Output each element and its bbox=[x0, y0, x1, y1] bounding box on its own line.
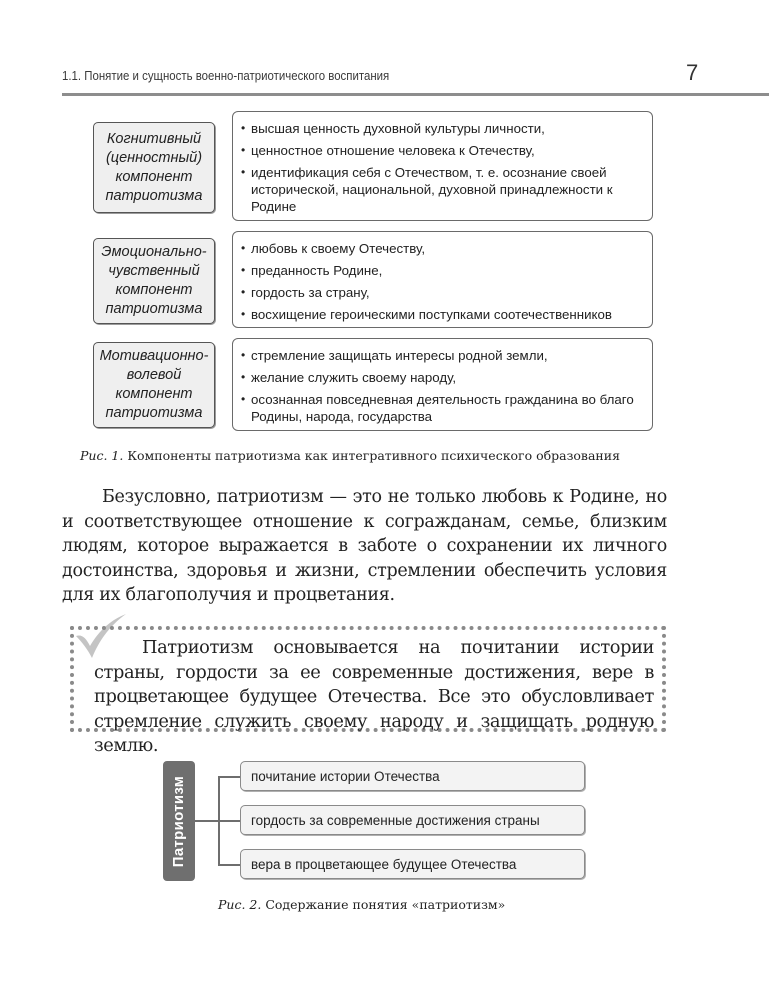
label-line: компонент bbox=[115, 386, 193, 402]
caption-text: Компоненты патриотизма как интегративного психического образования bbox=[123, 448, 620, 463]
label-line: волевой bbox=[126, 367, 182, 383]
content-item bbox=[240, 849, 585, 879]
label-line: компонент bbox=[115, 168, 193, 185]
label-line: Эмоционально- bbox=[101, 244, 207, 260]
list-item: • идентификация себя с Отечеством, т. е. осознание своей исторической, национальной, духовной принадлежности к Родине bbox=[241, 164, 646, 215]
component-list-emotional bbox=[232, 231, 653, 328]
list-item: • ценностное отношение человека к Отечеству, bbox=[241, 142, 646, 159]
connector-line bbox=[218, 864, 240, 866]
list-item: • любовь к своему Отечеству, bbox=[241, 240, 646, 257]
list-item: • преданность Родине, bbox=[241, 262, 646, 279]
item-text: почитание истории Отечества bbox=[251, 768, 440, 784]
content-item bbox=[240, 805, 585, 835]
callout-text: Патриотизм основывается на почитании истории страны, гордости за ее современные достижения, вере в процветающее будущее Отечества. Все это обусловливает стремление служить своему народу и защищать родную землю. bbox=[94, 637, 654, 756]
list-item: • осознанная повседневная деятельность гражданина во благо Родины, народа, государства bbox=[241, 391, 646, 425]
item-text: гордость за современные достижения страны bbox=[251, 812, 540, 828]
connector-line bbox=[218, 776, 240, 778]
callout-box bbox=[70, 626, 666, 756]
body-paragraph: Безусловно, патриотизм — это не только любовь к Родине, но и соответствующее отношение к согражданам, семье, близким людям, которое выражается в заботе о сохранении их личного достоинства, здоровья и жизни, стремлении обеспечить условия для их благополучия и процветания. bbox=[62, 487, 667, 605]
label-line: патриотизма bbox=[105, 187, 203, 204]
label-line: патриотизма bbox=[105, 301, 203, 317]
component-list-motivational bbox=[232, 338, 653, 431]
connector-line bbox=[218, 820, 240, 822]
content-item bbox=[240, 761, 585, 791]
component-list-cognitive bbox=[232, 111, 653, 221]
caption-number: Рис. 2. bbox=[218, 897, 262, 912]
label-line: Когнитивный bbox=[106, 130, 202, 147]
list-item: • высшая ценность духовной культуры личности, bbox=[241, 120, 646, 137]
component-label-cognitive bbox=[93, 122, 215, 213]
label-line: (ценностный) bbox=[105, 149, 203, 166]
figure-1-caption bbox=[80, 448, 620, 463]
list-item: • стремление защищать интересы родной земли, bbox=[241, 347, 646, 364]
label-line: чувственный bbox=[108, 263, 200, 279]
item-text: вера в процветающее будущее Отечества bbox=[251, 856, 517, 872]
list-item: • восхищение героическими поступками соотечественников bbox=[241, 306, 646, 323]
component-label-motivational bbox=[93, 342, 215, 428]
running-head: 1.1. Понятие и сущность военно-патриотического воспитания bbox=[62, 68, 390, 83]
caption-text: Содержание понятия «патриотизм» bbox=[261, 897, 506, 912]
list-item: • гордость за страну, bbox=[241, 284, 646, 301]
caption-number: Рис. 1. bbox=[80, 448, 124, 463]
root-label: Патриотизм bbox=[170, 775, 188, 867]
header-rule bbox=[62, 93, 769, 96]
label-line: Мотивационно- bbox=[99, 348, 209, 364]
label-line: патриотизма bbox=[105, 405, 203, 421]
connector-line bbox=[195, 820, 218, 822]
figure-2-caption bbox=[218, 897, 505, 912]
patriotism-root-box bbox=[163, 761, 195, 881]
component-label-emotional bbox=[93, 238, 215, 324]
list-item: • желание служить своему народу, bbox=[241, 369, 646, 386]
label-line: компонент bbox=[115, 282, 193, 298]
page-number: 7 bbox=[686, 60, 699, 85]
